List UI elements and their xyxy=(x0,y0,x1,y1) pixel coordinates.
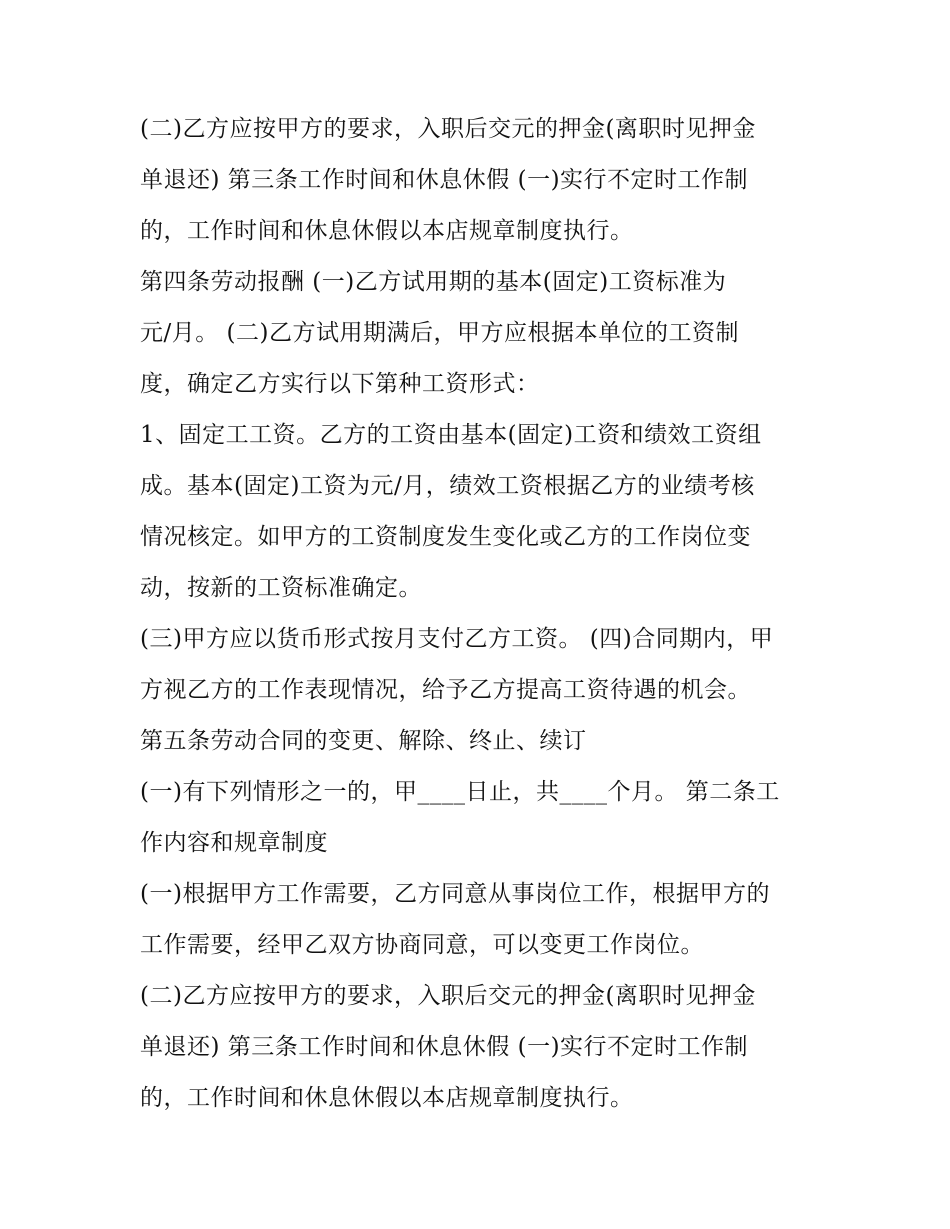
text-line: 的，工作时间和休息休假以本店规章制度执行。 xyxy=(140,218,634,244)
text-line: (二)乙方应按甲方的要求，入职后交元的押金(离职时见押金 xyxy=(140,116,756,142)
text-line: 1、固定工工资。乙方的工资由基本(固定)工资和绩效工资组 xyxy=(140,422,762,448)
text-line: 的，工作时间和休息休假以本店规章制度执行。 xyxy=(140,1085,634,1111)
text-line: 动，按新的工资标准确定。 xyxy=(140,575,422,601)
text-line: (三)甲方应以货币形式按月支付乙方工资。 (四)合同期内，甲 xyxy=(140,626,774,652)
text-line: 度，确定乙方实行以下第种工资形式： xyxy=(140,371,540,397)
text-line: (一)根据甲方工作需要，乙方同意从事岗位工作，根据甲方的 xyxy=(140,881,770,907)
text-line: 情况核定。如甲方的工资制度发生变化或乙方的工作岗位变 xyxy=(140,524,751,550)
text-line: 作内容和规章制度 xyxy=(140,830,328,856)
text-line: 成。基本(固定)工资为元/月，绩效工资根据乙方的业绩考核 xyxy=(140,473,755,499)
text-line: 单退还) 第三条工作时间和休息休假 (一)实行不定时工作制 xyxy=(140,167,749,193)
text-line: 方视乙方的工作表现情况，给予乙方提高工资待遇的机会。 xyxy=(140,677,751,703)
text-line: 单退还) 第三条工作时间和休息休假 (一)实行不定时工作制 xyxy=(140,1034,749,1060)
text-line: 工作需要，经甲乙双方协商同意，可以变更工作岗位。 xyxy=(140,932,704,958)
text-line: 第四条劳动报酬 (一)乙方试用期的基本(固定)工资标准为 xyxy=(140,269,727,295)
text-line: 第五条劳动合同的变更、解除、终止、续订 xyxy=(140,728,587,754)
text-line: 元/月。 (二)乙方试用期满后，甲方应根据本单位的工资制 xyxy=(140,320,740,346)
text-line: (一)有下列情形之一的，甲____日止，共____个月。 第二条工 xyxy=(140,779,780,805)
text-line: (二)乙方应按甲方的要求，入职后交元的押金(离职时见押金 xyxy=(140,983,756,1009)
document-body xyxy=(140,104,820,1124)
